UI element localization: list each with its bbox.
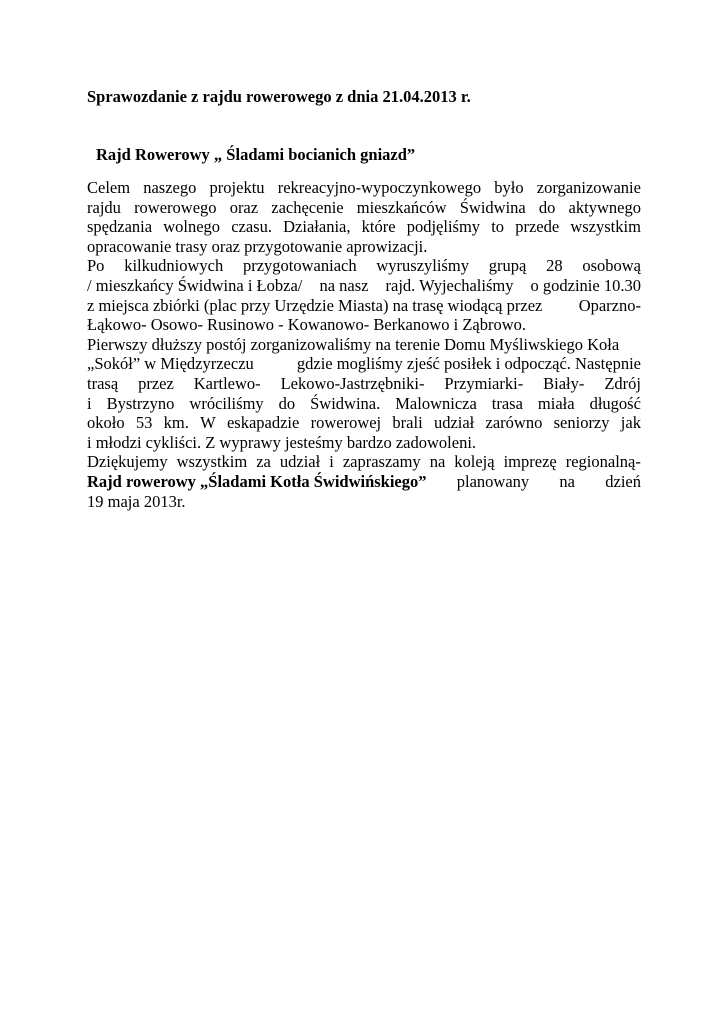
body-line: „Sokół” w Międzyrzeczu gdzie mogliśmy zjeść posiłek i odpocząć. Następnie	[87, 354, 641, 374]
body-line: Dziękujemy wszystkim za udział i zapraszamy na koleją imprezę regionalną-	[87, 452, 641, 472]
body-line: i młodzi cykliści. Z wyprawy jesteśmy bardzo zadowoleni.	[87, 432, 477, 452]
body-line: Pierwszy dłuższy postój zorganizowaliśmy na terenie Domu Myśliwskiego Koła	[87, 334, 620, 354]
body-line: spędzania wolnego czasu. Działania, które podjęliśmy to przede wszystkim	[87, 217, 641, 237]
body-line: rajdu rowerowego oraz zachęcenie mieszkańców Świdwina do aktywnego	[87, 197, 641, 217]
body-line: Rajd rowerowy „Śladami Kotła Świdwińskiego” planowany na dzień	[87, 471, 641, 491]
body-line: trasą przez Kartlewo- Lekowo-Jastrzębniki- Przymiarki- Biały- Zdrój	[87, 373, 641, 393]
body-line: opracowanie trasy oraz przygotowanie aprowizacji.	[87, 236, 428, 256]
body-line: / mieszkańcy Świdwina i Łobza/ na nasz rajd. Wyjechaliśmy o godzinie 10.30	[87, 275, 641, 295]
body-line: Po kilkudniowych przygotowaniach wyruszyliśmy grupą 28 osobową	[87, 256, 641, 276]
body-line: Łąkowo- Osowo- Rusinowo - Kowanowo- Berkanowo i Ząbrowo.	[87, 315, 527, 335]
report-body	[87, 178, 641, 511]
body-line: z miejsca zbiórki (plac przy Urzędzie Miasta) na trasę wiodącą przez Oparzno-	[87, 295, 641, 315]
rally-subtitle: Rajd Rowerowy „ Śladami bocianich gniazd”	[96, 145, 416, 164]
next-rally-name: Rajd rowerowy „Śladami Kotła Świdwińskiego”	[87, 471, 427, 491]
body-line: Celem naszego projektu rekreacyjno-wypoczynkowego było zorganizowanie	[87, 178, 641, 197]
body-line: 19 maja 2013r.	[87, 491, 186, 511]
body-line: około 53 km. W eskapadzie rowerowej brali udział zarówno seniorzy jak	[87, 413, 641, 433]
report-title: Sprawozdanie z rajdu rowerowego z dnia 21.04.2013 r.	[87, 87, 471, 106]
body-line: i Bystrzyno wróciliśmy do Świdwina. Malownicza trasa miała długość	[87, 393, 641, 413]
